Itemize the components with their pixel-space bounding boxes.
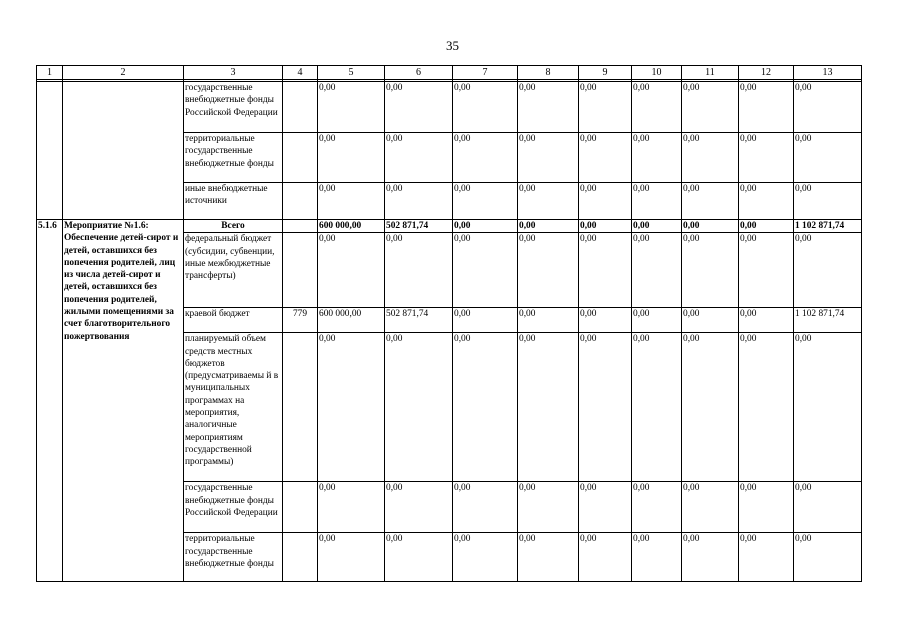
funding-source: планируемый объем средств местных бюджетов (предусматриваемы й в муниципальных программах на мероприятия, аналогичные мероприятиям государственной программы) <box>184 333 283 482</box>
amount-cell: 0,00 <box>794 233 862 308</box>
amount-cell: 0,00 <box>682 482 739 533</box>
amount-cell: 0,00 <box>579 333 632 482</box>
amount-cell: 0,00 <box>739 482 794 533</box>
amount-cell: 0,00 <box>385 533 453 582</box>
gr-code <box>283 82 318 133</box>
amount-cell: 0,00 <box>794 533 862 582</box>
amount-cell: 0,00 <box>453 133 518 183</box>
gr-code: 779 <box>283 308 318 333</box>
amount-cell: 0,00 <box>682 333 739 482</box>
amount-cell: 0,00 <box>453 533 518 582</box>
funding-source: Всего <box>184 220 283 233</box>
column-number: 3 <box>184 66 283 80</box>
amount-cell: 0,00 <box>682 183 739 220</box>
amount-cell: 0,00 <box>518 220 579 233</box>
amount-cell: 0,00 <box>579 233 632 308</box>
column-number: 9 <box>579 66 632 80</box>
amount-cell: 0,00 <box>385 82 453 133</box>
column-number: 12 <box>739 66 794 80</box>
amount-cell: 0,00 <box>739 220 794 233</box>
gr-code <box>283 482 318 533</box>
amount-cell: 0,00 <box>682 308 739 333</box>
amount-cell: 0,00 <box>453 82 518 133</box>
amount-cell: 0,00 <box>632 220 682 233</box>
column-number: 6 <box>385 66 453 80</box>
amount-cell: 0,00 <box>632 308 682 333</box>
gr-code <box>283 333 318 482</box>
amount-cell: 0,00 <box>518 482 579 533</box>
amount-cell: 0,00 <box>632 333 682 482</box>
amount-cell: 0,00 <box>518 82 579 133</box>
amount-cell: 0,00 <box>518 333 579 482</box>
amount-cell: 0,00 <box>632 82 682 133</box>
activity-number-cell <box>37 82 63 220</box>
funding-source: государственные внебюджетные фонды Российской Федерации <box>184 82 283 133</box>
amount-cell: 0,00 <box>794 183 862 220</box>
amount-cell: 0,00 <box>682 133 739 183</box>
gr-code <box>283 183 318 220</box>
amount-cell: 0,00 <box>518 308 579 333</box>
amount-cell: 502 871,74 <box>385 220 453 233</box>
amount-cell: 0,00 <box>453 220 518 233</box>
gr-code <box>283 133 318 183</box>
table-row-total <box>37 220 862 233</box>
amount-cell: 0,00 <box>794 133 862 183</box>
amount-cell: 600 000,00 <box>318 220 385 233</box>
amount-cell: 0,00 <box>739 333 794 482</box>
amount-cell: 0,00 <box>739 233 794 308</box>
amount-cell: 0,00 <box>318 533 385 582</box>
amount-cell: 0,00 <box>739 533 794 582</box>
funding-source: государственные внебюджетные фонды Российской Федерации <box>184 482 283 533</box>
amount-cell: 0,00 <box>385 233 453 308</box>
amount-cell: 0,00 <box>739 183 794 220</box>
funding-source: территориальные государственные внебюджетные фонды <box>184 133 283 183</box>
amount-cell: 0,00 <box>579 133 632 183</box>
amount-cell: 0,00 <box>453 183 518 220</box>
amount-cell: 0,00 <box>318 183 385 220</box>
amount-cell: 502 871,74 <box>385 308 453 333</box>
amount-cell: 0,00 <box>682 233 739 308</box>
column-number: 11 <box>682 66 739 80</box>
amount-cell: 0,00 <box>739 82 794 133</box>
funding-source: краевой бюджет <box>184 308 283 333</box>
amount-cell: 0,00 <box>318 82 385 133</box>
page-number: 35 <box>446 38 459 53</box>
column-number: 8 <box>518 66 579 80</box>
amount-cell: 0,00 <box>579 533 632 582</box>
amount-cell: 0,00 <box>518 233 579 308</box>
amount-cell: 0,00 <box>453 482 518 533</box>
column-number: 4 <box>283 66 318 80</box>
amount-cell: 0,00 <box>385 133 453 183</box>
amount-cell: 0,00 <box>385 183 453 220</box>
amount-cell: 0,00 <box>632 533 682 582</box>
amount-cell: 0,00 <box>794 333 862 482</box>
amount-cell: 0,00 <box>579 220 632 233</box>
amount-cell: 1 102 871,74 <box>794 308 862 333</box>
table-row <box>37 82 862 133</box>
amount-cell: 0,00 <box>518 533 579 582</box>
amount-cell: 600 000,00 <box>318 308 385 333</box>
amount-cell: 0,00 <box>318 482 385 533</box>
amount-cell: 0,00 <box>385 482 453 533</box>
activity-name: Мероприятие №1.6: Обеспечение детей-сирот и детей, оставшихся без попечения родителей, лиц из числа детей-сирот и детей, оставшихся без попечения родителей, жилыми помещениями за счет благотворительного пожертвования <box>63 220 184 582</box>
gr-code <box>283 533 318 582</box>
gr-code <box>283 233 318 308</box>
activity-number: 5.1.6 <box>37 220 63 582</box>
amount-cell: 0,00 <box>318 133 385 183</box>
amount-cell: 0,00 <box>453 308 518 333</box>
amount-cell: 0,00 <box>579 183 632 220</box>
amount-cell: 0,00 <box>385 333 453 482</box>
budget-table <box>36 65 862 582</box>
amount-cell: 0,00 <box>579 482 632 533</box>
amount-cell: 0,00 <box>682 82 739 133</box>
column-number: 5 <box>318 66 385 80</box>
amount-cell: 0,00 <box>632 133 682 183</box>
amount-cell: 0,00 <box>318 233 385 308</box>
column-number: 7 <box>453 66 518 80</box>
column-number: 13 <box>794 66 862 80</box>
amount-cell: 0,00 <box>794 482 862 533</box>
amount-cell: 0,00 <box>453 333 518 482</box>
column-number-row <box>37 66 862 80</box>
amount-cell: 0,00 <box>739 133 794 183</box>
amount-cell: 0,00 <box>632 233 682 308</box>
amount-cell: 0,00 <box>794 82 862 133</box>
amount-cell: 0,00 <box>739 308 794 333</box>
amount-cell: 0,00 <box>632 482 682 533</box>
funding-source: иные внебюджетные источники <box>184 183 283 220</box>
funding-source: федеральный бюджет (субсидии, субвенции, иные межбюджетные трансферты) <box>184 233 283 308</box>
amount-cell: 1 102 871,74 <box>794 220 862 233</box>
funding-source: территориальные государственные внебюджетные фонды <box>184 533 283 582</box>
amount-cell: 0,00 <box>682 533 739 582</box>
column-number: 2 <box>63 66 184 80</box>
amount-cell: 0,00 <box>579 82 632 133</box>
column-number: 10 <box>632 66 682 80</box>
gr-code <box>283 220 318 233</box>
amount-cell: 0,00 <box>682 220 739 233</box>
amount-cell: 0,00 <box>453 233 518 308</box>
amount-cell: 0,00 <box>318 333 385 482</box>
activity-name-cell <box>63 82 184 220</box>
amount-cell: 0,00 <box>579 308 632 333</box>
column-number: 1 <box>37 66 63 80</box>
amount-cell: 0,00 <box>632 183 682 220</box>
amount-cell: 0,00 <box>518 133 579 183</box>
amount-cell: 0,00 <box>518 183 579 220</box>
